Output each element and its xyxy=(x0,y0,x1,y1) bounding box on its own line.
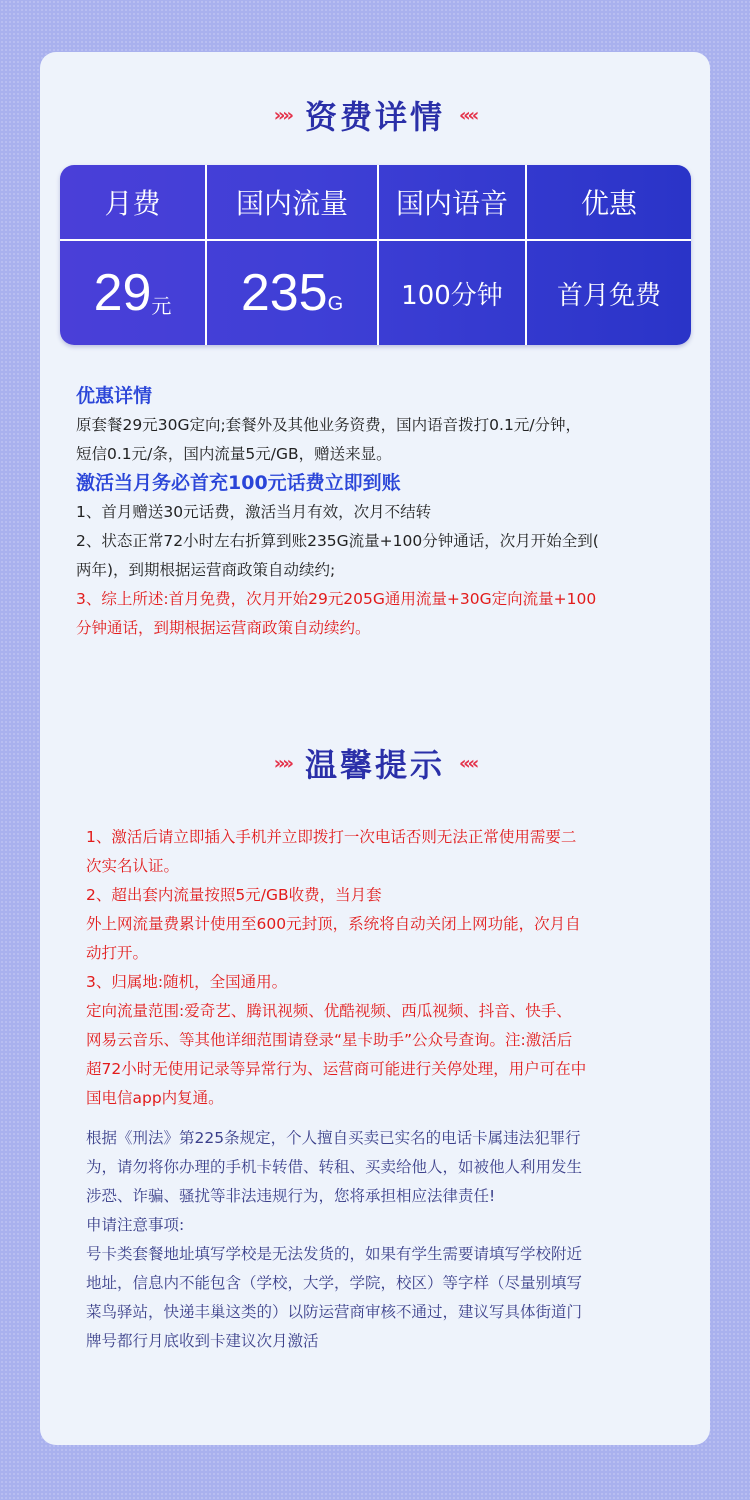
chevron-right-icon: »» xyxy=(273,104,291,126)
monthly-fee-number: 29 xyxy=(93,264,152,322)
offer-details-heading: 优惠详情 xyxy=(76,385,153,407)
notice-line: 定向流量范围:爱奇艺、腾讯视频、优酷视频、西瓜视频、抖音、快手、 xyxy=(86,1002,572,1020)
legal-line: 根据《刑法》第225条规定，个人擅自买卖已实名的电话卡属违法犯罪行 xyxy=(86,1129,581,1147)
notice-line: 外上网流量费累计使用至600元封顶，系统将自动关闭上网功能，次月自 xyxy=(86,915,581,933)
application-note-line: 号卡类套餐地址填写学校是无法发货的，如果有学生需要请填写学校附近 xyxy=(86,1245,583,1263)
offer-value: 首月免费 xyxy=(556,280,661,311)
notice-line: 网易云音乐、等其他详细范围请登录“星卡助手”公众号查询。注:激活后 xyxy=(86,1031,573,1049)
offer-item: 1、首月赠送30元话费，激活当月有效，次月不结转 xyxy=(76,503,432,521)
offer-summary-line: 分钟通话，到期根据运营商政策自动续约。 xyxy=(76,619,371,637)
price-table-values xyxy=(60,241,691,345)
offer-details xyxy=(76,382,686,643)
header-domestic-data: 国内流量 xyxy=(207,165,379,239)
data-value xyxy=(207,241,379,345)
offer-item: 两年)，到期根据运营商政策自动续约; xyxy=(76,561,336,579)
price-table xyxy=(60,165,691,345)
warm-tips-title xyxy=(40,740,710,786)
warm-tips-notices xyxy=(86,823,686,1113)
fee-details-title xyxy=(40,92,710,138)
voice-value: 100分钟 xyxy=(379,241,527,345)
monthly-fee-value xyxy=(60,241,207,345)
offer-item: 2、状态正常72小时左右折算到账235G流量+100分钟通话，次月开始全到( xyxy=(76,532,599,550)
activation-heading: 激活当月务必首充100元话费立即到账 xyxy=(76,472,401,494)
offer-summary-line: 3、综上所述:首月免费，次月开始29元205G通用流量+30G定向流量+100 xyxy=(76,590,597,608)
application-notes-heading: 申请注意事项: xyxy=(86,1216,185,1234)
notice-line: 超72小时无使用记录等异常行为、运营商可能进行关停处理，用户可在中 xyxy=(86,1060,587,1078)
data-unit: G xyxy=(327,292,344,315)
notice-line: 3、归属地:随机，全国通用。 xyxy=(86,973,288,991)
notice-line: 动打开。 xyxy=(86,944,149,962)
offer-line: 短信0.1元/条，国内流量5元/GB，赠送来显。 xyxy=(76,445,392,463)
chevron-left-icon: «« xyxy=(459,104,477,126)
monthly-fee-unit: 元 xyxy=(151,293,172,318)
legal-notice xyxy=(86,1124,686,1356)
application-note-line: 菜鸟驿站，快递丰巢这类的）以防运营商审核不通过，建议写具体街道门 xyxy=(86,1303,583,1321)
notice-line: 国电信app内复通。 xyxy=(86,1089,224,1107)
notice-line: 1、激活后请立即插入手机并立即拨打一次电话否则无法正常使用需要二 xyxy=(86,828,577,846)
chevron-right-icon: »» xyxy=(273,752,291,774)
notice-line: 次实名认证。 xyxy=(86,857,180,875)
header-domestic-voice: 国内语音 xyxy=(379,165,527,239)
data-number: 235 xyxy=(240,264,328,322)
price-table-header xyxy=(60,165,691,241)
fee-details-title-text: 资费详情 xyxy=(304,98,445,136)
legal-line: 涉恐、诈骗、骚扰等非法违规行为，您将承担相应法律责任! xyxy=(86,1187,496,1205)
offer-line: 原套餐29元30G定向;套餐外及其他业务资费，国内语音拨打0.1元/分钟， xyxy=(76,416,582,434)
legal-line: 为，请勿将你办理的手机卡转借、转租、买卖给他人，如被他人利用发生 xyxy=(86,1158,583,1176)
chevron-left-icon: «« xyxy=(459,752,477,774)
header-monthly-fee: 月费 xyxy=(60,165,207,239)
application-note-line: 地址，信息内不能包含（学校，大学，学院，校区）等字样（尽量别填写 xyxy=(86,1274,583,1292)
content-card xyxy=(40,52,710,1445)
notice-line: 2、超出套内流量按照5元/GB收费，当月套 xyxy=(86,886,382,904)
application-note-line: 牌号都行月底收到卡建议次月激活 xyxy=(86,1332,319,1350)
header-offer: 优惠 xyxy=(580,187,637,220)
warm-tips-title-text: 温馨提示 xyxy=(304,746,445,784)
